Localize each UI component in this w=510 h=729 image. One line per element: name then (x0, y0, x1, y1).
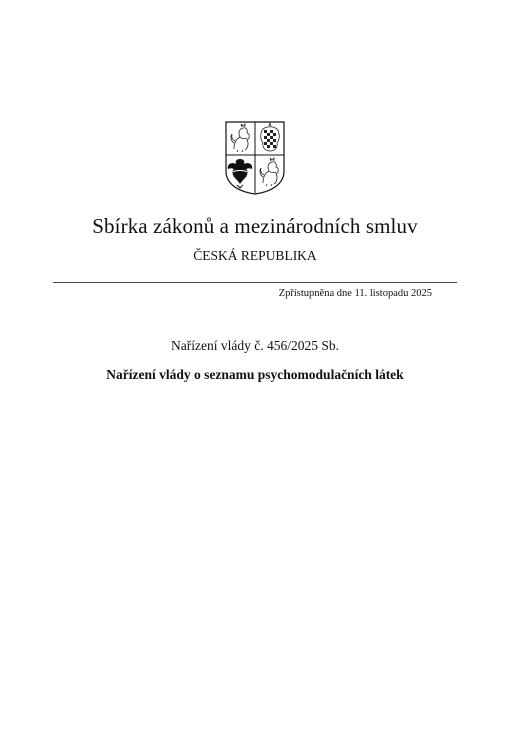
publication-date: Zpřístupněna dne 11. listopadu 2025 (278, 288, 432, 299)
document-title: Nařízení vlády o seznamu psychomodulačních látek (106, 367, 404, 382)
coat-of-arms-icon (225, 121, 285, 195)
country-name: ČESKÁ REPUBLIKA (193, 248, 317, 263)
collection-title: Sbírka zákonů a mezinárodních smluv (92, 214, 418, 238)
header-divider (53, 282, 457, 283)
document-number: Nařízení vlády č. 456/2025 Sb. (171, 338, 339, 353)
